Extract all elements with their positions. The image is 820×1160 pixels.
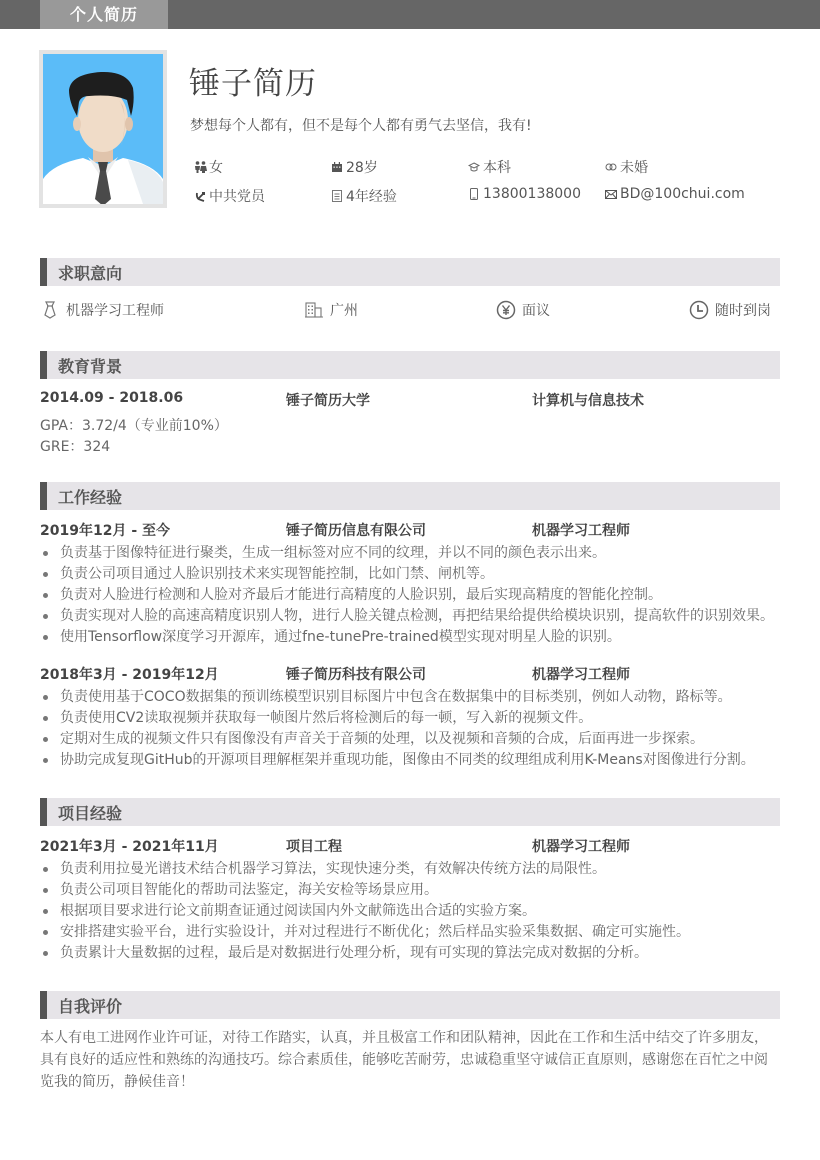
list-item: 负责公司项目智能化的帮助司法鉴定，海关安检等场景应用。 <box>40 880 790 901</box>
job-row-2 <box>40 664 780 684</box>
politics-value: 中共党员 <box>209 189 265 205</box>
info-marital <box>604 157 648 177</box>
mail-icon <box>604 187 618 201</box>
list-item: 协助完成复现GitHub的开源项目理解框架并重现功能，图像由不同类的纹理组成利用K-Means对图像进行分割。 <box>40 750 790 771</box>
job-2-duties <box>40 687 790 771</box>
list-item: 负责使用CV2读取视频并获取每一帧图片然后将检测后的每一顿，写入新的视频文件。 <box>40 708 790 729</box>
list-item: 负责基于图像特征进行聚类，生成一组标签对应不同的纹理，并以不同的颜色表示出来。 <box>40 543 790 564</box>
education-gre: GRE：324 <box>40 439 111 455</box>
section-header-work <box>40 482 780 510</box>
job-company: 锤子简历科技有限公司 <box>286 667 426 683</box>
info-email <box>604 186 745 202</box>
clock-icon <box>689 300 709 320</box>
section-title: 项目经验 <box>58 804 123 823</box>
education-row <box>40 390 780 410</box>
project-period: 2021年3月 - 2021年11月 <box>40 839 219 855</box>
building-icon <box>304 300 324 320</box>
list-item: 负责累计大量数据的过程，最后是对数据进行处理分析，现有可实现的算法完成对数据的分析。 <box>40 943 790 964</box>
party-emblem-icon <box>193 189 207 203</box>
candidate-name: 锤子简历 <box>189 66 317 102</box>
section-accent-bar <box>40 798 47 826</box>
section-accent-bar <box>40 482 47 510</box>
project-duties <box>40 859 790 964</box>
section-accent-bar <box>40 351 47 379</box>
job-row-1 <box>40 520 780 540</box>
section-title: 求职意向 <box>58 264 123 283</box>
section-title: 教育背景 <box>58 357 123 376</box>
section-title: 自我评价 <box>58 997 123 1016</box>
intent-position <box>40 300 164 320</box>
section-header-self-eval <box>40 991 780 1019</box>
list-item: 负责公司项目通过人脸识别技术来实现智能控制，比如门禁、闸机等。 <box>40 564 790 585</box>
education-school: 锤子简历大学 <box>286 393 370 409</box>
project-role: 机器学习工程师 <box>532 839 630 855</box>
gender-icon <box>193 160 207 174</box>
age-value: 28岁 <box>346 160 378 176</box>
info-experience <box>330 186 397 206</box>
heart-icon <box>604 160 618 174</box>
list-item: 负责对人脸进行检测和人脸对齐最后才能进行高精度的人脸识别，最后实现高精度的智能化控制。 <box>40 585 790 606</box>
intent-salary-value: 面议 <box>522 303 550 319</box>
job-role: 机器学习工程师 <box>532 667 630 683</box>
list-item: 根据项目要求进行论文前期查证通过阅读国内外文献筛选出合适的实验方案。 <box>40 901 790 922</box>
job-period: 2018年3月 - 2019年12月 <box>40 667 219 683</box>
info-phone <box>467 186 581 202</box>
section-header-intent <box>40 258 780 286</box>
avatar-illustration-icon <box>43 54 163 204</box>
info-degree <box>467 157 511 177</box>
job-period: 2019年12月 - 至今 <box>40 523 171 539</box>
list-item: 使用Tensorflow深度学习开源库，通过fne-tunePre-trained模型实现对明星人脸的识别。 <box>40 627 790 648</box>
education-major: 计算机与信息技术 <box>532 393 644 409</box>
yen-icon <box>496 300 516 320</box>
section-header-projects <box>40 798 780 826</box>
intent-city <box>304 300 358 320</box>
job-1-duties <box>40 543 790 648</box>
info-politics <box>193 186 265 206</box>
motto: 梦想每个人都有，但不是每个人都有勇气去坚信，我有! <box>190 118 532 134</box>
graduation-cap-icon <box>467 160 481 174</box>
intent-salary <box>496 300 550 320</box>
phone-icon <box>467 187 481 201</box>
document-icon <box>330 189 344 203</box>
intent-city-value: 广州 <box>330 303 358 319</box>
intent-position-value: 机器学习工程师 <box>66 303 164 319</box>
list-item: 负责使用基于COCO数据集的预训练模型识别目标图片中包含在数据集中的目标类别，例如人动物，路标等。 <box>40 687 790 708</box>
project-name: 项目工程 <box>286 839 342 855</box>
email-value: BD@100chui.com <box>620 186 745 202</box>
list-item: 安排搭建实验平台，进行实验设计，并对过程进行不断优化；然后样品实验采集数据、确定可实施性。 <box>40 922 790 943</box>
job-role: 机器学习工程师 <box>532 523 630 539</box>
list-item: 定期对生成的视频文件只有图像没有声音关于音频的处理，以及视频和音频的合成，后面再进一步探索。 <box>40 729 790 750</box>
list-item: 负责实现对人脸的高速高精度识别人物，进行人脸关键点检测，再把结果给提供给模块识别，提高软件的识别效果。 <box>40 606 790 627</box>
education-period: 2014.09 - 2018.06 <box>40 390 184 406</box>
intent-availability-value: 随时到岗 <box>715 303 771 319</box>
intent-availability <box>689 300 771 320</box>
section-header-education <box>40 351 780 379</box>
job-company: 锤子简历信息有限公司 <box>286 523 426 539</box>
self-evaluation-text: 本人有电工进网作业许可证，对待工作踏实，认真，并且极富工作和团队精神，因此在工作和生活中结交了许多朋友，具有良好的适应性和熟练的沟通技巧。综合素质佳，能够吃苦耐劳，忠诚稳重坚守诚信正直原则，感谢您在百忙之中阅览我的简历，静候佳音！ <box>40 1030 768 1090</box>
avatar-photo <box>39 50 167 208</box>
calendar-icon <box>330 160 344 174</box>
marital-value: 未婚 <box>620 160 648 176</box>
degree-value: 本科 <box>483 160 511 176</box>
project-row <box>40 836 780 856</box>
list-item: 负责利用拉曼光谱技术结合机器学习算法，实现快速分类，有效解决传统方法的局限性。 <box>40 859 790 880</box>
resume-tab: 个人简历 <box>40 0 168 29</box>
section-accent-bar <box>40 258 47 286</box>
section-accent-bar <box>40 991 47 1019</box>
tie-icon <box>40 300 60 320</box>
phone-value: 13800138000 <box>483 186 581 202</box>
info-gender <box>193 157 223 177</box>
section-title: 工作经验 <box>58 488 123 507</box>
info-age <box>330 157 378 177</box>
top-bar <box>0 0 820 29</box>
experience-value: 4年经验 <box>346 189 397 205</box>
education-gpa: GPA：3.72/4（专业前10%） <box>40 418 228 434</box>
gender-value: 女 <box>209 160 223 176</box>
